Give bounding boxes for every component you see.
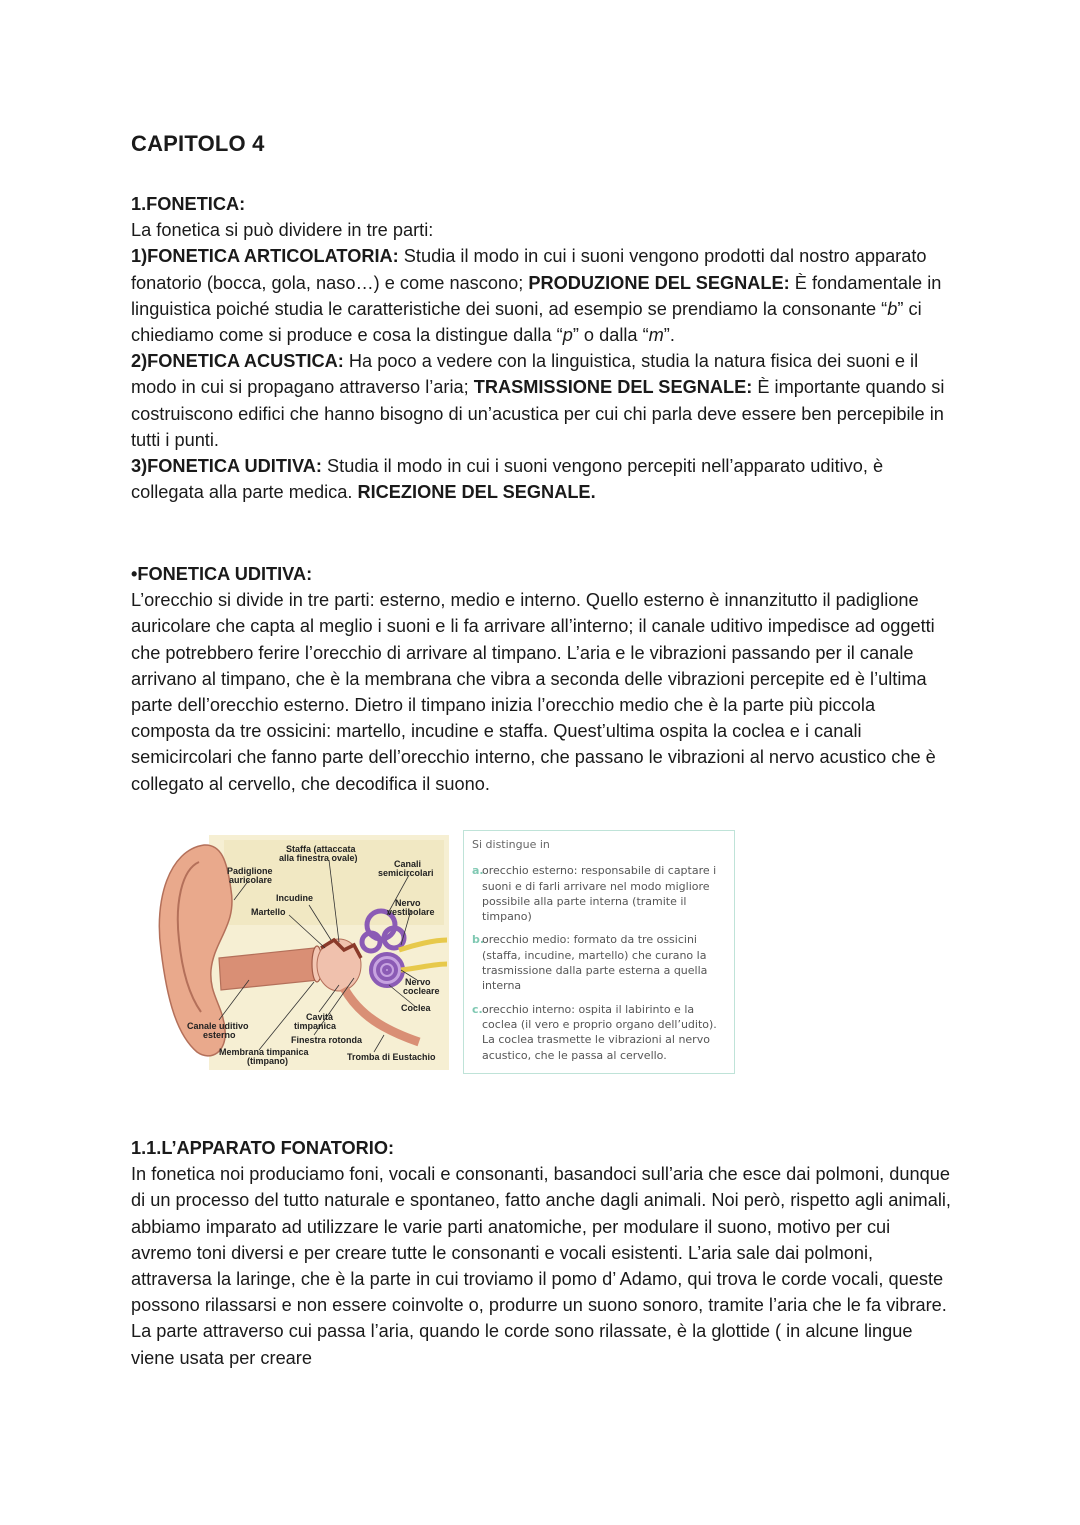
term-label: 1)FONETICA ARTICOLATORIA:: [131, 246, 399, 267]
paragraph-text: Studia il modo in cui i suoni vengono prodotti dal nostro apparato fonatorio (bocca, gola, naso…) e come nascono;: [131, 246, 927, 293]
label-canali-2: semicircolari: [378, 868, 434, 878]
label-staffa-2: alla finestra ovale): [279, 853, 358, 863]
paragraph-text: Studia il modo in cui i suoni vengono percepiti nell’apparato uditivo, è collegata alla parte medica.: [131, 456, 884, 503]
label-coclea: Coclea: [401, 1003, 431, 1013]
ear-diagram-svg: [149, 830, 449, 1075]
sidebox-item: [472, 932, 724, 993]
paragraph-body: In fonetica noi produciamo foni, vocali e consonanti, basandoci sull’aria che esce dai polmoni, dunque di un processo del tutto naturale e spontaneo, fatto anche dagli animali. Noi però, rispetto agli animali, abbiamo imparato ad utilizzare le varie parti anatomiche, per modulare il suono, motivo per cui avremo toni diversi e per creare tutte le consonanti e vocali esistenti. L’aria sale dai polmoni, attraversa la laringe, che è la parte in cui troviamo il pomo d’ Adamo, qui trova le corde vocali, queste possono rilassarsi e non essere coinvolte o, produrre un suono sonoro, tramite l’aria che le fa vibrare. La parte attraverso cui passa l’aria, quando le corde sono rilassate, è la glottide ( in alcune lingue viene usata per creare: [131, 1164, 951, 1368]
label-vestibolare: Nervo: [395, 898, 421, 908]
paragraph-text: Ha poco a vedere con la linguistica, studia la natura fisica dei suoni e il modo in cui si propagano attraverso l’aria;: [131, 351, 919, 398]
item-text: orecchio esterno: responsabile di captare i suoni e di farli arrivare nel modo migliore possibile alla parte interna (tramite il timpano): [482, 864, 717, 924]
item-letter: b.: [472, 933, 485, 947]
item-letter: c.: [472, 1002, 483, 1016]
signal-label: RICEZIONE DEL SEGNALE.: [357, 482, 596, 503]
term-label: 2)FONETICA ACUSTICA:: [131, 351, 344, 372]
section-heading: 1.FONETICA:: [131, 194, 246, 214]
sidebox-item: [472, 863, 724, 924]
signal-label: TRASMISSIONE DEL SEGNALE:: [473, 377, 753, 398]
label-canale: Canale uditivo: [187, 1021, 249, 1031]
ear-anatomy-diagram: [149, 830, 449, 1075]
label-incudine: Incudine: [276, 893, 314, 903]
term-label: 3)FONETICA UDITIVA:: [131, 456, 322, 477]
section-fonetica-uditiva: [131, 561, 951, 797]
paragraph-articolatoria: [131, 243, 951, 348]
paragraph-text: ”.: [663, 325, 675, 346]
label-membrana-2: (timpano): [247, 1056, 288, 1066]
label-finestra: Finestra rotonda: [291, 1035, 363, 1045]
section-intro: La fonetica si può dividere in tre parti:: [131, 220, 434, 241]
label-martello: Martello: [251, 907, 286, 917]
paragraph-text: È fondamentale in linguistica poiché studia le caratteristiche dei suoni, ad esempio se prendiamo la consonante “: [131, 272, 942, 319]
label-vestibolare-2: vestibolare: [387, 907, 435, 917]
paragraph-text: ” o dalla “: [572, 325, 649, 346]
label-membrana: Membrana timpanica: [219, 1047, 309, 1057]
letter-example: p: [562, 325, 573, 346]
section-apparato-fonatorio: [131, 1135, 951, 1371]
paragraph-text: ” ci chiediamo come si produce e cosa la distingue dalla “: [131, 298, 922, 346]
section-heading: 1.1.L’APPARATO FONATORIO:: [131, 1138, 395, 1158]
label-padiglione: Padiglione: [227, 866, 273, 876]
paragraph-acustica: [131, 348, 951, 453]
section-fonetica: [131, 191, 951, 505]
letter-example: b: [887, 298, 898, 319]
letter-example: m: [648, 325, 664, 346]
sidebox-intro: Si distingue in: [472, 838, 550, 851]
label-cavita-2: timpanica: [294, 1021, 337, 1031]
label-canale-2: esterno: [203, 1030, 236, 1040]
item-text: orecchio interno: ospita il labirinto e la coclea (il vero e proprio organo dell’udito). La coclea trasmette le vibrazioni al nervo acustico, che le passa al cervello.: [482, 1002, 717, 1062]
chapter-title: CAPITOLO 4: [131, 131, 265, 156]
label-canali: Canali: [394, 859, 422, 869]
item-letter: a.: [472, 864, 484, 878]
signal-label: PRODUZIONE DEL SEGNALE:: [528, 272, 790, 293]
cochlea: [371, 954, 403, 986]
section-heading: •FONETICA UDITIVA:: [131, 564, 313, 584]
paragraph-uditiva: [131, 453, 951, 505]
label-cocleare-2: cocleare: [403, 986, 440, 996]
label-staffa: Staffa (attaccata: [286, 844, 356, 854]
item-text: orecchio medio: formato da tre ossicini (staffa, incudine, martello) che curano la trasmissione dalla parte esterna a quella interna: [482, 933, 708, 993]
label-tromba: Tromba di Eustachio: [347, 1052, 436, 1062]
ear-parts-sidebox: [463, 830, 735, 1074]
label-cocleare: Nervo: [405, 977, 431, 987]
sidebox-item: [472, 1002, 724, 1063]
label-cavita: Cavità: [306, 1012, 334, 1022]
paragraph-text: È importante quando si costruiscono edifici che hanno bisogno di un’acustica per cui chi parla deve essere ben percepibile in tutti i punti.: [131, 377, 945, 450]
label-padiglione-2: auricolare: [229, 875, 273, 885]
paragraph-body: L’orecchio si divide in tre parti: esterno, medio e interno. Quello esterno è innanzitutto il padiglione auricolare che capta al meglio i suoni e li fa arrivare all’interno; il canale uditivo impedisce ad oggetti che potrebbero ferire l’orecchio di arrivare al timpano. L’aria e le vibrazioni passando per il canale arrivano al timpano, che è la membrana che vibra a seconda delle vibrazioni percepite ed è l’ultima parte dell’orecchio esterno. Dietro il timpano inizia l’orecchio medio che è la parte più piccola composta da tre ossicini: martello, incudine e staffa. Quest’ultima ospita la coclea e i canali semicircolari che fanno parte dell’orecchio interno, che passano le vibrazioni al nervo acustico che è collegato al cervello, che decodifica il suono.: [131, 590, 936, 794]
